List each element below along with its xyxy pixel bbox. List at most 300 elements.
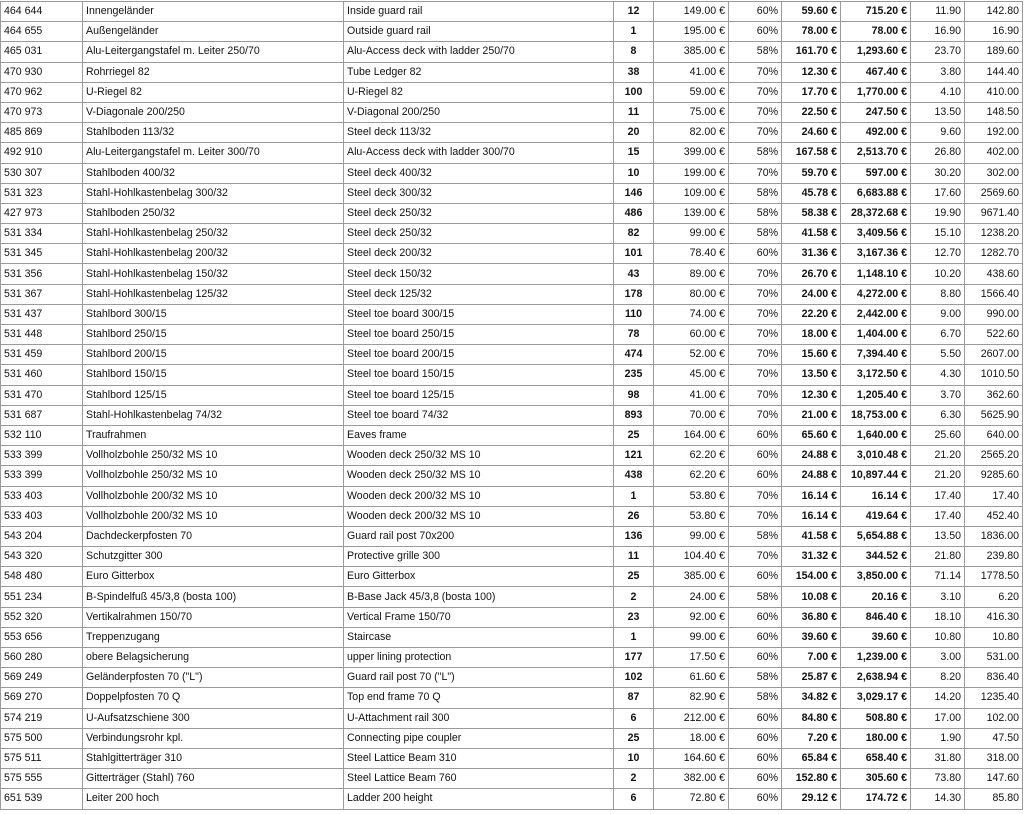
cell-description-de[interactable]: Stahlbord 150/15: [83, 365, 344, 385]
cell-weight[interactable]: 26.80: [911, 143, 965, 163]
cell-quantity[interactable]: 98: [614, 385, 654, 405]
cell-article-number[interactable]: 531 459: [1, 345, 83, 365]
cell-percent[interactable]: 60%: [729, 244, 782, 264]
cell-total-price[interactable]: 1,293.60 €: [841, 42, 911, 62]
cell-percent[interactable]: 60%: [729, 748, 782, 768]
cell-list-price[interactable]: 195.00 €: [654, 22, 729, 42]
cell-unit-price[interactable]: 41.58 €: [782, 224, 841, 244]
cell-description-en[interactable]: Steel toe board 250/15: [344, 325, 614, 345]
cell-list-price[interactable]: 75.00 €: [654, 102, 729, 122]
cell-list-price[interactable]: 52.00 €: [654, 345, 729, 365]
cell-total-weight[interactable]: 144.40: [965, 62, 1023, 82]
cell-article-number[interactable]: 531 367: [1, 284, 83, 304]
cell-percent[interactable]: 70%: [729, 123, 782, 143]
cell-list-price[interactable]: 53.80 €: [654, 506, 729, 526]
cell-weight[interactable]: 14.30: [911, 789, 965, 809]
cell-weight[interactable]: 3.10: [911, 587, 965, 607]
cell-total-price[interactable]: 1,404.00 €: [841, 325, 911, 345]
cell-description-en[interactable]: Steel deck 150/32: [344, 264, 614, 284]
cell-percent[interactable]: 60%: [729, 789, 782, 809]
cell-description-en[interactable]: Steel deck 250/32: [344, 224, 614, 244]
cell-total-weight[interactable]: 148.50: [965, 102, 1023, 122]
cell-article-number[interactable]: 531 345: [1, 244, 83, 264]
cell-list-price[interactable]: 385.00 €: [654, 567, 729, 587]
cell-description-de[interactable]: Innengeländer: [83, 2, 344, 22]
cell-total-weight[interactable]: 318.00: [965, 748, 1023, 768]
cell-description-en[interactable]: Wooden deck 200/32 MS 10: [344, 506, 614, 526]
cell-description-en[interactable]: Ladder 200 height: [344, 789, 614, 809]
cell-percent[interactable]: 60%: [729, 567, 782, 587]
cell-description-de[interactable]: obere Belagsicherung: [83, 648, 344, 668]
cell-total-price[interactable]: 1,770.00 €: [841, 82, 911, 102]
cell-unit-price[interactable]: 65.60 €: [782, 425, 841, 445]
cell-percent[interactable]: 70%: [729, 385, 782, 405]
cell-total-weight[interactable]: 189.60: [965, 42, 1023, 62]
cell-weight[interactable]: 10.80: [911, 627, 965, 647]
cell-percent[interactable]: 60%: [729, 769, 782, 789]
cell-percent[interactable]: 60%: [729, 425, 782, 445]
cell-unit-price[interactable]: 12.30 €: [782, 62, 841, 82]
cell-weight[interactable]: 4.10: [911, 82, 965, 102]
cell-description-en[interactable]: Steel deck 200/32: [344, 244, 614, 264]
cell-total-price[interactable]: 658.40 €: [841, 748, 911, 768]
cell-description-de[interactable]: Vollholzbohle 200/32 MS 10: [83, 506, 344, 526]
cell-total-weight[interactable]: 522.60: [965, 325, 1023, 345]
cell-total-weight[interactable]: 6.20: [965, 587, 1023, 607]
cell-total-weight[interactable]: 17.40: [965, 486, 1023, 506]
cell-description-de[interactable]: Vertikalrahmen 150/70: [83, 607, 344, 627]
cell-unit-price[interactable]: 58.38 €: [782, 203, 841, 223]
cell-unit-price[interactable]: 41.58 €: [782, 526, 841, 546]
cell-percent[interactable]: 58%: [729, 587, 782, 607]
cell-article-number[interactable]: 532 110: [1, 425, 83, 445]
cell-total-weight[interactable]: 9671.40: [965, 203, 1023, 223]
cell-description-en[interactable]: Steel toe board 300/15: [344, 304, 614, 324]
cell-list-price[interactable]: 104.40 €: [654, 547, 729, 567]
cell-percent[interactable]: 70%: [729, 62, 782, 82]
cell-weight[interactable]: 17.60: [911, 183, 965, 203]
cell-description-de[interactable]: Treppenzugang: [83, 627, 344, 647]
cell-article-number[interactable]: 531 356: [1, 264, 83, 284]
cell-article-number[interactable]: 470 962: [1, 82, 83, 102]
cell-unit-price[interactable]: 21.00 €: [782, 405, 841, 425]
cell-quantity[interactable]: 438: [614, 466, 654, 486]
cell-percent[interactable]: 70%: [729, 304, 782, 324]
cell-description-de[interactable]: Stahl-Hohlkastenbelag 74/32: [83, 405, 344, 425]
cell-total-weight[interactable]: 2565.20: [965, 446, 1023, 466]
cell-unit-price[interactable]: 22.50 €: [782, 102, 841, 122]
cell-total-weight[interactable]: 640.00: [965, 425, 1023, 445]
cell-weight[interactable]: 11.90: [911, 2, 965, 22]
cell-quantity[interactable]: 15: [614, 143, 654, 163]
cell-total-price[interactable]: 20.16 €: [841, 587, 911, 607]
cell-percent[interactable]: 70%: [729, 325, 782, 345]
cell-article-number[interactable]: 530 307: [1, 163, 83, 183]
cell-list-price[interactable]: 92.00 €: [654, 607, 729, 627]
cell-weight[interactable]: 21.20: [911, 446, 965, 466]
cell-description-de[interactable]: Traufrahmen: [83, 425, 344, 445]
cell-quantity[interactable]: 6: [614, 708, 654, 728]
cell-description-de[interactable]: Stahlboden 400/32: [83, 163, 344, 183]
cell-total-weight[interactable]: 531.00: [965, 648, 1023, 668]
cell-total-weight[interactable]: 239.80: [965, 547, 1023, 567]
cell-total-price[interactable]: 467.40 €: [841, 62, 911, 82]
cell-unit-price[interactable]: 39.60 €: [782, 627, 841, 647]
cell-list-price[interactable]: 164.60 €: [654, 748, 729, 768]
cell-weight[interactable]: 5.50: [911, 345, 965, 365]
cell-list-price[interactable]: 82.90 €: [654, 688, 729, 708]
cell-description-en[interactable]: U-Riegel 82: [344, 82, 614, 102]
cell-description-en[interactable]: Alu-Access deck with ladder 250/70: [344, 42, 614, 62]
cell-quantity[interactable]: 11: [614, 102, 654, 122]
cell-article-number[interactable]: 533 403: [1, 506, 83, 526]
cell-percent[interactable]: 70%: [729, 284, 782, 304]
cell-total-weight[interactable]: 2607.00: [965, 345, 1023, 365]
cell-article-number[interactable]: 531 323: [1, 183, 83, 203]
cell-list-price[interactable]: 59.00 €: [654, 82, 729, 102]
cell-unit-price[interactable]: 24.88 €: [782, 466, 841, 486]
cell-total-price[interactable]: 16.14 €: [841, 486, 911, 506]
cell-article-number[interactable]: 465 031: [1, 42, 83, 62]
cell-description-de[interactable]: Stahlbord 200/15: [83, 345, 344, 365]
cell-description-en[interactable]: Guard rail post 70x200: [344, 526, 614, 546]
cell-description-en[interactable]: Steel deck 300/32: [344, 183, 614, 203]
cell-article-number[interactable]: 560 280: [1, 648, 83, 668]
cell-total-price[interactable]: 1,239.00 €: [841, 648, 911, 668]
cell-weight[interactable]: 9.60: [911, 123, 965, 143]
cell-unit-price[interactable]: 25.87 €: [782, 668, 841, 688]
cell-description-de[interactable]: Stahlbord 300/15: [83, 304, 344, 324]
cell-percent[interactable]: 70%: [729, 264, 782, 284]
cell-percent[interactable]: 70%: [729, 547, 782, 567]
cell-list-price[interactable]: 78.40 €: [654, 244, 729, 264]
cell-description-en[interactable]: Steel toe board 125/15: [344, 385, 614, 405]
cell-total-price[interactable]: 3,172.50 €: [841, 365, 911, 385]
cell-total-price[interactable]: 3,850.00 €: [841, 567, 911, 587]
cell-description-de[interactable]: Stahl-Hohlkastenbelag 125/32: [83, 284, 344, 304]
cell-description-en[interactable]: Euro Gitterbox: [344, 567, 614, 587]
cell-weight[interactable]: 15.10: [911, 224, 965, 244]
cell-article-number[interactable]: 551 234: [1, 587, 83, 607]
cell-list-price[interactable]: 72.80 €: [654, 789, 729, 809]
cell-description-en[interactable]: Connecting pipe coupler: [344, 728, 614, 748]
cell-weight[interactable]: 4.30: [911, 365, 965, 385]
cell-unit-price[interactable]: 36.80 €: [782, 607, 841, 627]
cell-description-de[interactable]: Außengeländer: [83, 22, 344, 42]
cell-description-de[interactable]: Doppelpfosten 70 Q: [83, 688, 344, 708]
cell-total-weight[interactable]: 1566.40: [965, 284, 1023, 304]
cell-article-number[interactable]: 569 249: [1, 668, 83, 688]
cell-total-price[interactable]: 78.00 €: [841, 22, 911, 42]
cell-total-price[interactable]: 2,442.00 €: [841, 304, 911, 324]
cell-weight[interactable]: 8.80: [911, 284, 965, 304]
cell-quantity[interactable]: 121: [614, 446, 654, 466]
cell-percent[interactable]: 60%: [729, 22, 782, 42]
cell-total-weight[interactable]: 836.40: [965, 668, 1023, 688]
cell-weight[interactable]: 8.20: [911, 668, 965, 688]
cell-list-price[interactable]: 62.20 €: [654, 446, 729, 466]
cell-total-weight[interactable]: 192.00: [965, 123, 1023, 143]
cell-article-number[interactable]: 531 437: [1, 304, 83, 324]
cell-list-price[interactable]: 164.00 €: [654, 425, 729, 445]
cell-total-weight[interactable]: 9285.60: [965, 466, 1023, 486]
cell-unit-price[interactable]: 10.08 €: [782, 587, 841, 607]
cell-total-price[interactable]: 39.60 €: [841, 627, 911, 647]
cell-total-weight[interactable]: 402.00: [965, 143, 1023, 163]
cell-description-de[interactable]: Verbindungsrohr kpl.: [83, 728, 344, 748]
cell-description-en[interactable]: Alu-Access deck with ladder 300/70: [344, 143, 614, 163]
cell-description-de[interactable]: Stahlbord 250/15: [83, 325, 344, 345]
cell-percent[interactable]: 58%: [729, 224, 782, 244]
cell-quantity[interactable]: 474: [614, 345, 654, 365]
cell-quantity[interactable]: 12: [614, 2, 654, 22]
cell-description-de[interactable]: Geländerpfosten 70 ("L"): [83, 668, 344, 688]
cell-description-de[interactable]: Alu-Leitergangstafel m. Leiter 250/70: [83, 42, 344, 62]
cell-description-de[interactable]: Stahlgitterträger 310: [83, 748, 344, 768]
cell-list-price[interactable]: 60.00 €: [654, 325, 729, 345]
cell-weight[interactable]: 73.80: [911, 769, 965, 789]
cell-article-number[interactable]: 548 480: [1, 567, 83, 587]
cell-unit-price[interactable]: 31.32 €: [782, 547, 841, 567]
cell-description-de[interactable]: Leiter 200 hoch: [83, 789, 344, 809]
cell-total-weight[interactable]: 362.60: [965, 385, 1023, 405]
cell-article-number[interactable]: 464 655: [1, 22, 83, 42]
cell-list-price[interactable]: 45.00 €: [654, 365, 729, 385]
cell-list-price[interactable]: 41.00 €: [654, 62, 729, 82]
cell-quantity[interactable]: 1: [614, 486, 654, 506]
cell-unit-price[interactable]: 34.82 €: [782, 688, 841, 708]
cell-total-price[interactable]: 492.00 €: [841, 123, 911, 143]
cell-unit-price[interactable]: 59.60 €: [782, 2, 841, 22]
cell-total-price[interactable]: 180.00 €: [841, 728, 911, 748]
cell-list-price[interactable]: 212.00 €: [654, 708, 729, 728]
cell-total-price[interactable]: 3,029.17 €: [841, 688, 911, 708]
cell-total-weight[interactable]: 10.80: [965, 627, 1023, 647]
cell-article-number[interactable]: 553 656: [1, 627, 83, 647]
cell-total-price[interactable]: 344.52 €: [841, 547, 911, 567]
cell-percent[interactable]: 58%: [729, 668, 782, 688]
cell-unit-price[interactable]: 59.70 €: [782, 163, 841, 183]
cell-unit-price[interactable]: 152.80 €: [782, 769, 841, 789]
cell-total-weight[interactable]: 1282.70: [965, 244, 1023, 264]
cell-description-de[interactable]: U-Riegel 82: [83, 82, 344, 102]
cell-percent[interactable]: 70%: [729, 345, 782, 365]
cell-weight[interactable]: 12.70: [911, 244, 965, 264]
cell-total-weight[interactable]: 1238.20: [965, 224, 1023, 244]
cell-weight[interactable]: 13.50: [911, 526, 965, 546]
cell-unit-price[interactable]: 29.12 €: [782, 789, 841, 809]
cell-weight[interactable]: 3.00: [911, 648, 965, 668]
cell-total-weight[interactable]: 147.60: [965, 769, 1023, 789]
cell-quantity[interactable]: 20: [614, 123, 654, 143]
cell-quantity[interactable]: 10: [614, 748, 654, 768]
cell-total-price[interactable]: 508.80 €: [841, 708, 911, 728]
cell-quantity[interactable]: 2: [614, 769, 654, 789]
cell-percent[interactable]: 60%: [729, 446, 782, 466]
cell-total-weight[interactable]: 142.80: [965, 2, 1023, 22]
cell-total-price[interactable]: 247.50 €: [841, 102, 911, 122]
cell-weight[interactable]: 3.70: [911, 385, 965, 405]
cell-description-de[interactable]: Stahl-Hohlkastenbelag 250/32: [83, 224, 344, 244]
cell-weight[interactable]: 21.80: [911, 547, 965, 567]
cell-unit-price[interactable]: 45.78 €: [782, 183, 841, 203]
cell-total-price[interactable]: 1,148.10 €: [841, 264, 911, 284]
cell-total-price[interactable]: 6,683.88 €: [841, 183, 911, 203]
cell-weight[interactable]: 9.00: [911, 304, 965, 324]
cell-unit-price[interactable]: 15.60 €: [782, 345, 841, 365]
cell-article-number[interactable]: 575 511: [1, 748, 83, 768]
cell-article-number[interactable]: 531 470: [1, 385, 83, 405]
cell-description-en[interactable]: Steel toe board 150/15: [344, 365, 614, 385]
cell-total-weight[interactable]: 416.30: [965, 607, 1023, 627]
cell-article-number[interactable]: 485 869: [1, 123, 83, 143]
cell-description-de[interactable]: Stahl-Hohlkastenbelag 300/32: [83, 183, 344, 203]
cell-description-en[interactable]: Steel Lattice Beam 310: [344, 748, 614, 768]
cell-total-price[interactable]: 2,638.94 €: [841, 668, 911, 688]
cell-description-de[interactable]: Euro Gitterbox: [83, 567, 344, 587]
cell-weight[interactable]: 6.70: [911, 325, 965, 345]
cell-description-en[interactable]: Steel deck 113/32: [344, 123, 614, 143]
cell-unit-price[interactable]: 24.00 €: [782, 284, 841, 304]
cell-total-weight[interactable]: 302.00: [965, 163, 1023, 183]
cell-total-price[interactable]: 715.20 €: [841, 2, 911, 22]
cell-description-en[interactable]: Steel toe board 74/32: [344, 405, 614, 425]
cell-quantity[interactable]: 10: [614, 163, 654, 183]
cell-percent[interactable]: 60%: [729, 627, 782, 647]
cell-description-de[interactable]: Alu-Leitergangstafel m. Leiter 300/70: [83, 143, 344, 163]
cell-list-price[interactable]: 41.00 €: [654, 385, 729, 405]
cell-total-price[interactable]: 28,372.68 €: [841, 203, 911, 223]
cell-total-weight[interactable]: 438.60: [965, 264, 1023, 284]
cell-percent[interactable]: 58%: [729, 183, 782, 203]
cell-unit-price[interactable]: 7.00 €: [782, 648, 841, 668]
cell-description-en[interactable]: Eaves frame: [344, 425, 614, 445]
cell-percent[interactable]: 60%: [729, 607, 782, 627]
cell-article-number[interactable]: 552 320: [1, 607, 83, 627]
cell-weight[interactable]: 23.70: [911, 42, 965, 62]
cell-percent[interactable]: 58%: [729, 203, 782, 223]
cell-total-weight[interactable]: 452.40: [965, 506, 1023, 526]
cell-description-de[interactable]: Schutzgitter 300: [83, 547, 344, 567]
cell-weight[interactable]: 19.90: [911, 203, 965, 223]
cell-total-price[interactable]: 18,753.00 €: [841, 405, 911, 425]
cell-list-price[interactable]: 109.00 €: [654, 183, 729, 203]
cell-list-price[interactable]: 99.00 €: [654, 627, 729, 647]
cell-unit-price[interactable]: 24.88 €: [782, 446, 841, 466]
cell-weight[interactable]: 31.80: [911, 748, 965, 768]
cell-percent[interactable]: 60%: [729, 2, 782, 22]
cell-weight[interactable]: 18.10: [911, 607, 965, 627]
cell-description-en[interactable]: Steel deck 250/32: [344, 203, 614, 223]
cell-weight[interactable]: 17.40: [911, 506, 965, 526]
cell-unit-price[interactable]: 161.70 €: [782, 42, 841, 62]
cell-weight[interactable]: 30.20: [911, 163, 965, 183]
cell-unit-price[interactable]: 16.14 €: [782, 486, 841, 506]
cell-unit-price[interactable]: 167.58 €: [782, 143, 841, 163]
cell-article-number[interactable]: 575 500: [1, 728, 83, 748]
cell-unit-price[interactable]: 65.84 €: [782, 748, 841, 768]
cell-unit-price[interactable]: 13.50 €: [782, 365, 841, 385]
cell-list-price[interactable]: 62.20 €: [654, 466, 729, 486]
cell-list-price[interactable]: 139.00 €: [654, 203, 729, 223]
cell-total-price[interactable]: 419.64 €: [841, 506, 911, 526]
cell-percent[interactable]: 70%: [729, 82, 782, 102]
cell-article-number[interactable]: 533 403: [1, 486, 83, 506]
cell-total-price[interactable]: 4,272.00 €: [841, 284, 911, 304]
cell-quantity[interactable]: 486: [614, 203, 654, 223]
cell-total-price[interactable]: 2,513.70 €: [841, 143, 911, 163]
cell-weight[interactable]: 14.20: [911, 688, 965, 708]
cell-article-number[interactable]: 470 973: [1, 102, 83, 122]
cell-quantity[interactable]: 1: [614, 22, 654, 42]
cell-percent[interactable]: 60%: [729, 728, 782, 748]
cell-list-price[interactable]: 74.00 €: [654, 304, 729, 324]
cell-weight[interactable]: 6.30: [911, 405, 965, 425]
cell-description-en[interactable]: Outside guard rail: [344, 22, 614, 42]
cell-percent[interactable]: 70%: [729, 163, 782, 183]
cell-unit-price[interactable]: 12.30 €: [782, 385, 841, 405]
cell-list-price[interactable]: 70.00 €: [654, 405, 729, 425]
cell-total-price[interactable]: 3,010.48 €: [841, 446, 911, 466]
cell-quantity[interactable]: 110: [614, 304, 654, 324]
cell-total-weight[interactable]: 85.80: [965, 789, 1023, 809]
cell-quantity[interactable]: 25: [614, 425, 654, 445]
cell-quantity[interactable]: 893: [614, 405, 654, 425]
cell-description-de[interactable]: Stahl-Hohlkastenbelag 200/32: [83, 244, 344, 264]
cell-description-en[interactable]: Top end frame 70 Q: [344, 688, 614, 708]
cell-description-de[interactable]: Gitterträger (Stahl) 760: [83, 769, 344, 789]
cell-quantity[interactable]: 26: [614, 506, 654, 526]
cell-unit-price[interactable]: 154.00 €: [782, 567, 841, 587]
cell-unit-price[interactable]: 24.60 €: [782, 123, 841, 143]
cell-quantity[interactable]: 38: [614, 62, 654, 82]
cell-list-price[interactable]: 80.00 €: [654, 284, 729, 304]
cell-description-en[interactable]: Wooden deck 250/32 MS 10: [344, 446, 614, 466]
cell-article-number[interactable]: 531 448: [1, 325, 83, 345]
cell-article-number[interactable]: 543 320: [1, 547, 83, 567]
cell-list-price[interactable]: 53.80 €: [654, 486, 729, 506]
cell-quantity[interactable]: 136: [614, 526, 654, 546]
cell-total-weight[interactable]: 1235.40: [965, 688, 1023, 708]
cell-list-price[interactable]: 99.00 €: [654, 526, 729, 546]
cell-percent[interactable]: 70%: [729, 102, 782, 122]
cell-quantity[interactable]: 78: [614, 325, 654, 345]
cell-total-weight[interactable]: 102.00: [965, 708, 1023, 728]
cell-description-de[interactable]: B-Spindelfuß 45/3,8 (bosta 100): [83, 587, 344, 607]
cell-description-en[interactable]: Guard rail post 70 ("L"): [344, 668, 614, 688]
cell-total-price[interactable]: 3,167.36 €: [841, 244, 911, 264]
cell-percent[interactable]: 60%: [729, 466, 782, 486]
cell-unit-price[interactable]: 18.00 €: [782, 325, 841, 345]
cell-weight[interactable]: 21.20: [911, 466, 965, 486]
cell-description-en[interactable]: Wooden deck 200/32 MS 10: [344, 486, 614, 506]
cell-percent[interactable]: 70%: [729, 486, 782, 506]
cell-weight[interactable]: 10.20: [911, 264, 965, 284]
cell-quantity[interactable]: 43: [614, 264, 654, 284]
cell-description-en[interactable]: U-Attachment rail 300: [344, 708, 614, 728]
cell-unit-price[interactable]: 84.80 €: [782, 708, 841, 728]
cell-weight[interactable]: 13.50: [911, 102, 965, 122]
cell-percent[interactable]: 70%: [729, 506, 782, 526]
cell-article-number[interactable]: 533 399: [1, 446, 83, 466]
cell-description-en[interactable]: Steel Lattice Beam 760: [344, 769, 614, 789]
cell-total-weight[interactable]: 1778.50: [965, 567, 1023, 587]
cell-list-price[interactable]: 199.00 €: [654, 163, 729, 183]
cell-article-number[interactable]: 531 687: [1, 405, 83, 425]
cell-quantity[interactable]: 23: [614, 607, 654, 627]
cell-quantity[interactable]: 11: [614, 547, 654, 567]
cell-description-en[interactable]: Steel deck 400/32: [344, 163, 614, 183]
